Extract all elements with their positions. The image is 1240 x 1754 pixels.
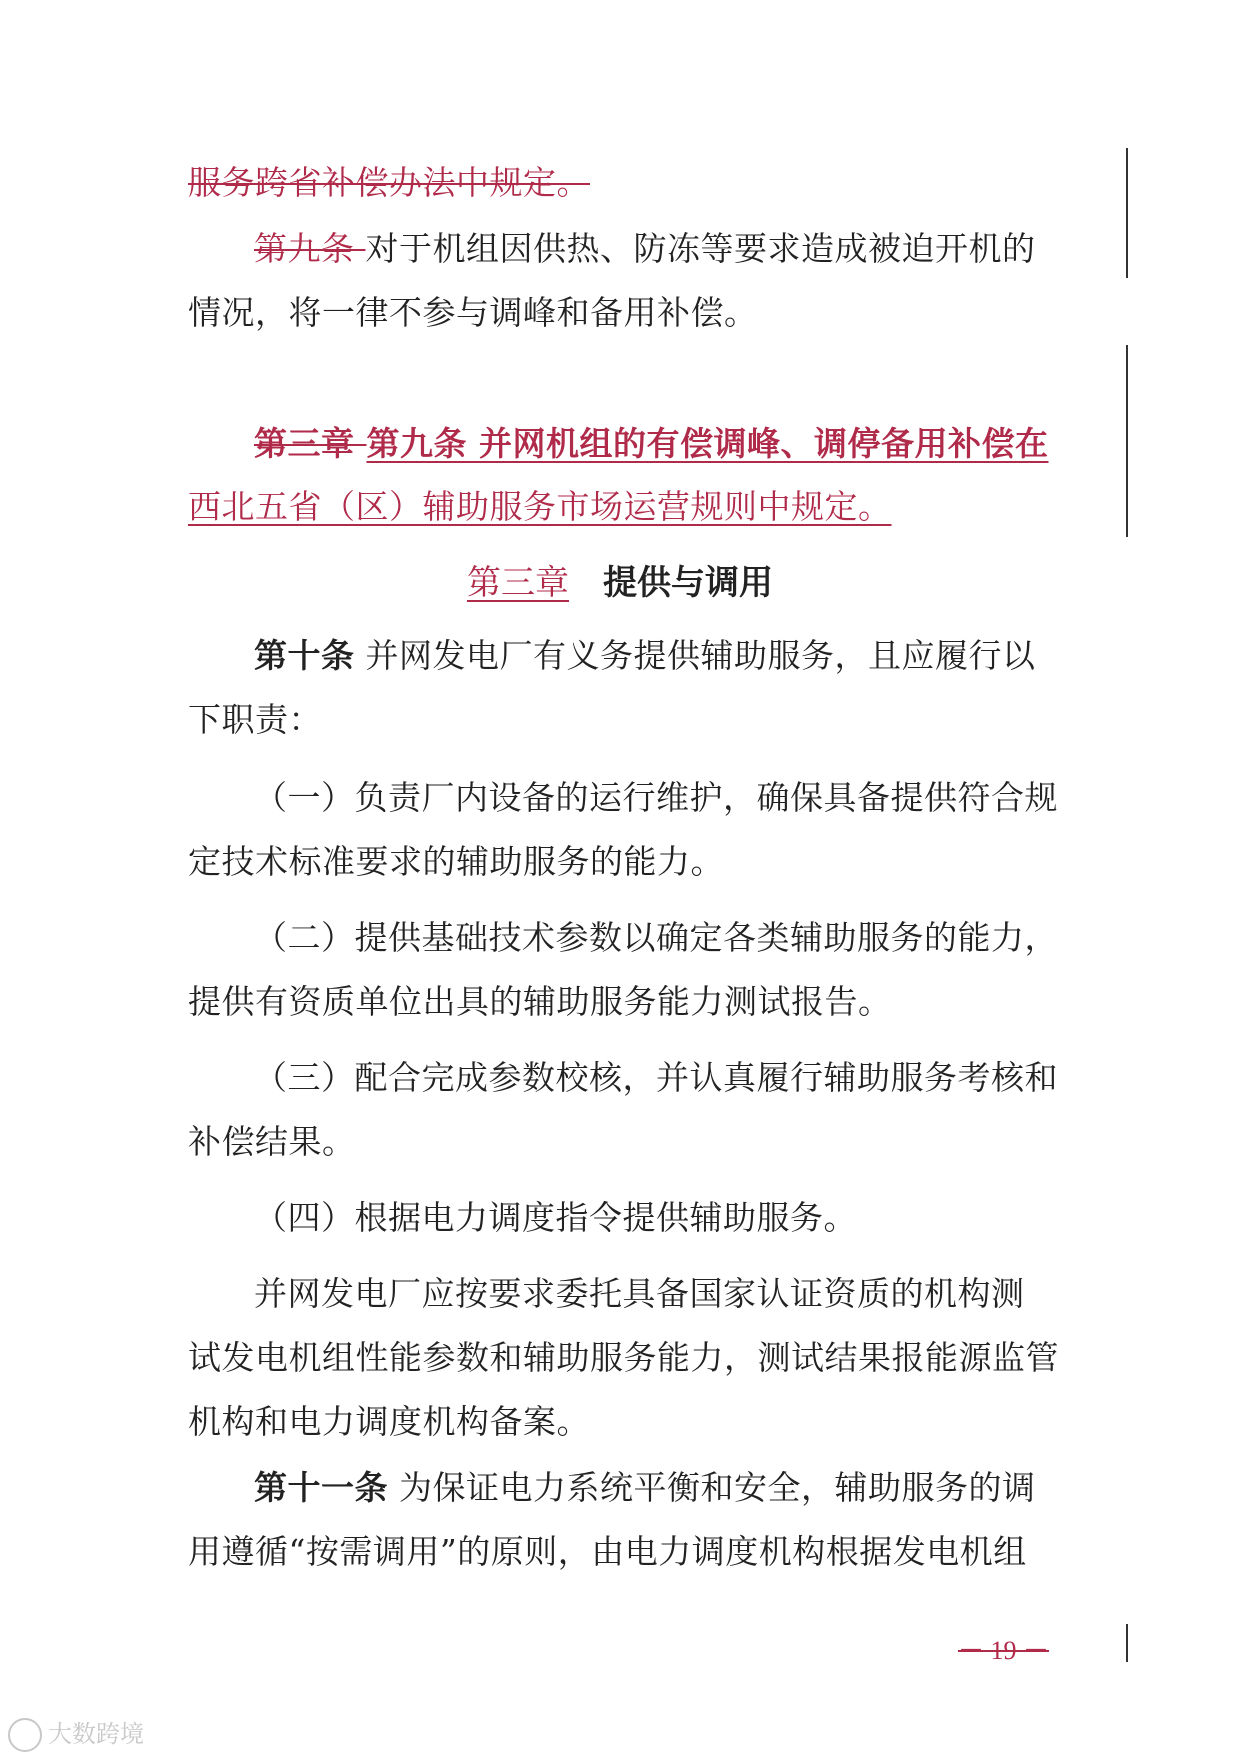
chapter-title: 提供与调用 [603,563,773,603]
paragraph-line: 试发电机组性能参数和辅助服务能力，测试结果报能源监管 [188,1338,1059,1377]
article-text: 为保证电力系统平衡和安全，辅助服务的调 [388,1468,1036,1507]
paragraph-line [254,229,1036,269]
paragraph-line: 定技术标准要求的辅助服务的能力。 [188,842,724,881]
revision-bar [1126,345,1128,537]
article-label: 第十条 [254,636,355,675]
list-item-line: （二）提供基础技术参数以确定各类辅助服务的能力， [254,918,1058,957]
paragraph-line: 提供有资质单位出具的辅助服务能力测试报告。 [188,982,892,1021]
chapter-number: 第三章 [467,563,569,603]
paragraph-line: 补偿结果。 [188,1122,356,1161]
article-line [254,1468,1036,1508]
paragraph-line: 下职责： [188,700,322,739]
deleted-chapter-label: 第三章 [254,424,367,463]
deleted-text-line: 服务跨省补偿办法中规定。 [188,163,590,202]
inserted-text: 第九条 并网机组的有偿调峰、调停备用补偿在 [366,424,1049,463]
revision-bar [1126,148,1128,278]
deleted-article-label: 第九条 [254,229,366,268]
chapter-heading [0,563,1240,603]
revision-bar [1126,1624,1128,1662]
watermark [8,1714,144,1752]
inserted-text-line: 西北五省（区）辅助服务市场运营规则中规定。 [188,487,892,526]
article-text: 并网发电厂有义务提供辅助服务，且应履行以 [354,636,1036,675]
paragraph-text: 对于机组因供热、防冻等要求造成被迫开机的 [365,229,1036,268]
list-item-line: （一）负责厂内设备的运行维护，确保具备提供符合规 [254,778,1058,817]
inserted-paragraph-line [254,424,1049,464]
watermark-text: 大数跨境 [48,1720,144,1748]
paragraph-line: 机构和电力调度机构备案。 [188,1402,590,1441]
article-line [254,636,1036,676]
paragraph-line: 用遵循“按需调用”的原则，由电力调度机构根据发电机组 [188,1532,1027,1571]
paragraph-line: 情况，将一律不参与调峰和备用补偿。 [188,293,758,332]
page-number: － 19 － [958,1636,1050,1665]
article-label: 第十一条 [254,1468,388,1507]
paragraph-line: 并网发电厂应按要求委托具备国家认证资质的机构测 [254,1274,1025,1313]
watermark-logo-icon [8,1718,42,1752]
list-item-line: （四）根据电力调度指令提供辅助服务。 [254,1198,857,1237]
list-item-line: （三）配合完成参数校核，并认真履行辅助服务考核和 [254,1058,1058,1097]
